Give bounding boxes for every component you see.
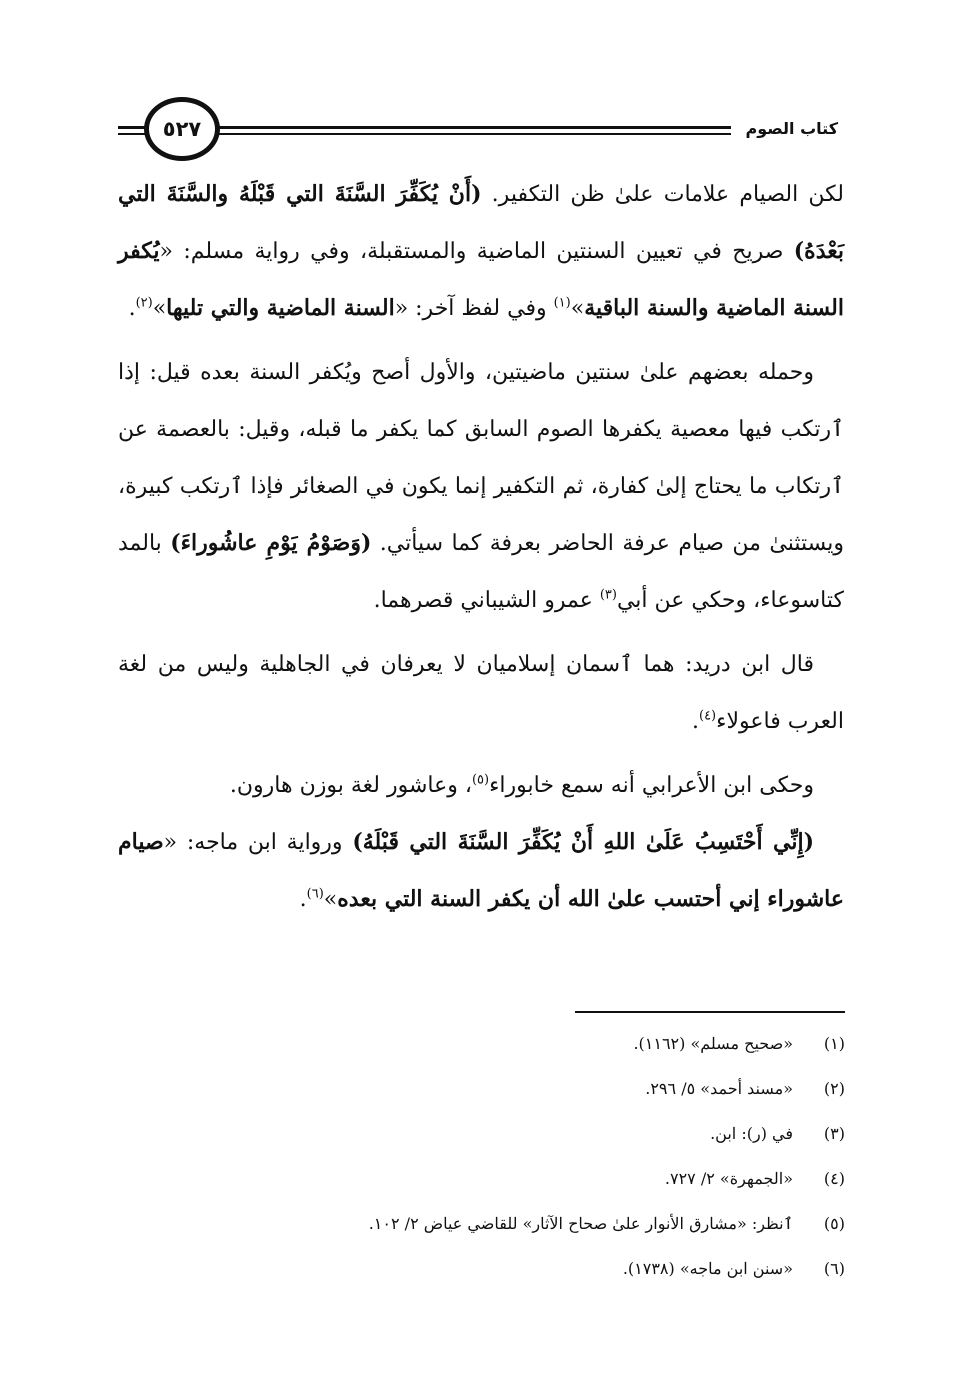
footnote-ref-1[interactable]: (١) (553, 295, 571, 311)
paragraph-4 (118, 757, 844, 814)
text-run: لكن الصيام علامات علىٰ ظن التكفير. (481, 182, 844, 207)
paragraph-1 (118, 166, 844, 337)
text-run: » (323, 887, 338, 912)
footnote-text: «صحيح مسلم» (١١٦٢). (633, 1034, 793, 1053)
hadith-quote: (وَصَوْمُ يَوْمِ عاشُوراءَ) (170, 530, 372, 556)
footnote-item (185, 1111, 845, 1156)
text-run: » (152, 296, 167, 321)
footnote-number: (٢) (823, 1079, 845, 1098)
text-run: ، وعاشور لغة بوزن هارون. (229, 773, 472, 798)
footnote-item (185, 1201, 845, 1246)
footnote-number: (١) (823, 1034, 845, 1053)
hadith-quote: (أَنْ يُكَفِّرَ السَّنَةَ التي قَبْلَهُ والسَّنَةَ التي بَعْدَهُ) (118, 181, 844, 264)
text-run: قال ابن دريد: هما ٱسمان إسلاميان لا يعرفان في الجاهلية وليس من لغة العرب فاعولاء (118, 652, 844, 734)
footnote-number: (٤) (823, 1169, 845, 1188)
footnote-item (185, 1021, 845, 1066)
footnote-number: (٦) (823, 1259, 845, 1278)
footnote-text: «سنن ابن ماجه» (١٧٣٨). (622, 1259, 793, 1278)
footnote-ref-4[interactable]: (٤) (698, 708, 717, 724)
page-number-badge (144, 97, 220, 161)
footnote-ref-3[interactable]: (٣) (599, 587, 617, 603)
text-run: بالمد كتاسوعاء، وحكي عن أبي (118, 531, 844, 613)
footnote-item (185, 1156, 845, 1201)
narration-quote: السنة الماضية والتي تليها (166, 295, 395, 321)
hadith-quote: (إِنِّي أَحْتَسِبُ عَلَىٰ اللهِ أَنْ يُكَفِّرَ السَّنَةَ التي قَبْلَهُ) (352, 829, 814, 855)
paragraph-5 (118, 814, 844, 928)
footnote-number: (٣) (823, 1124, 845, 1143)
text-run: . (128, 296, 136, 321)
page-number: ٥٢٧ (162, 117, 202, 141)
text-run: . (299, 887, 307, 912)
text-run: وحمله بعضهم علىٰ سنتين ماضيتين، والأول أصح ويُكفر السنة بعده قيل: إذا ٱرتكب فيها معصية يكفرها الصوم السابق كما يكفر ما قبله، وقيل: بالعصمة عن ٱرتكاب ما يحتاج إلىٰ كفارة، ثم التكفير إنما يكون في الصغائر فإذا ٱرتكب كبيرة، ويستثنىٰ من صيام عرفة الحاضر بعرفة كما سيأتي. (118, 360, 844, 556)
narration-quote: يُكفر السنة الماضية والسنة الباقية (118, 238, 844, 321)
footnotes (185, 1021, 845, 1291)
footnote-text: ٱنظر: «مشارق الأنوار علىٰ صحاح الآثار» للقاضي عياض ٢/ ١٠٢. (368, 1214, 793, 1233)
footnote-text: في (ر): ابن. (710, 1124, 793, 1143)
footnote-ref-2[interactable]: (٢) (135, 295, 153, 311)
text-run: » (570, 296, 585, 321)
footnote-item (185, 1066, 845, 1111)
paragraph-2 (118, 344, 844, 629)
footnote-ref-6[interactable]: (٦) (306, 886, 324, 902)
text-run: وفي لفظ آخر: « (394, 296, 554, 321)
footnote-number: (٥) (823, 1214, 845, 1233)
text-run: . (691, 709, 699, 734)
text-run: عمرو الشيباني قصرهما. (373, 588, 600, 613)
chapter-title: كتاب الصوم (731, 112, 844, 146)
footnote-ref-5[interactable]: (٥) (471, 772, 490, 788)
text-run: ورواية ابن ماجه: « (163, 830, 353, 855)
paragraph-3 (118, 636, 844, 750)
footnote-item (185, 1246, 845, 1291)
narration-quote: صيام عاشوراء إني أحتسب علىٰ الله أن يكفر السنة التي بعده (118, 829, 844, 912)
text-run: صريح في تعيين السنتين الماضية والمستقبلة، وفي رواية مسلم: « (159, 239, 794, 264)
text-run: وحكى ابن الأعرابي أنه سمع خابوراء (489, 773, 814, 798)
footnote-text: «الجمهرة» ٢/ ٧٢٧. (664, 1169, 793, 1188)
footnote-separator (575, 1011, 845, 1013)
page-header (118, 100, 844, 160)
main-text (118, 166, 844, 935)
footnote-text: «مسند أحمد» ٥/ ٢٩٦. (645, 1079, 793, 1098)
